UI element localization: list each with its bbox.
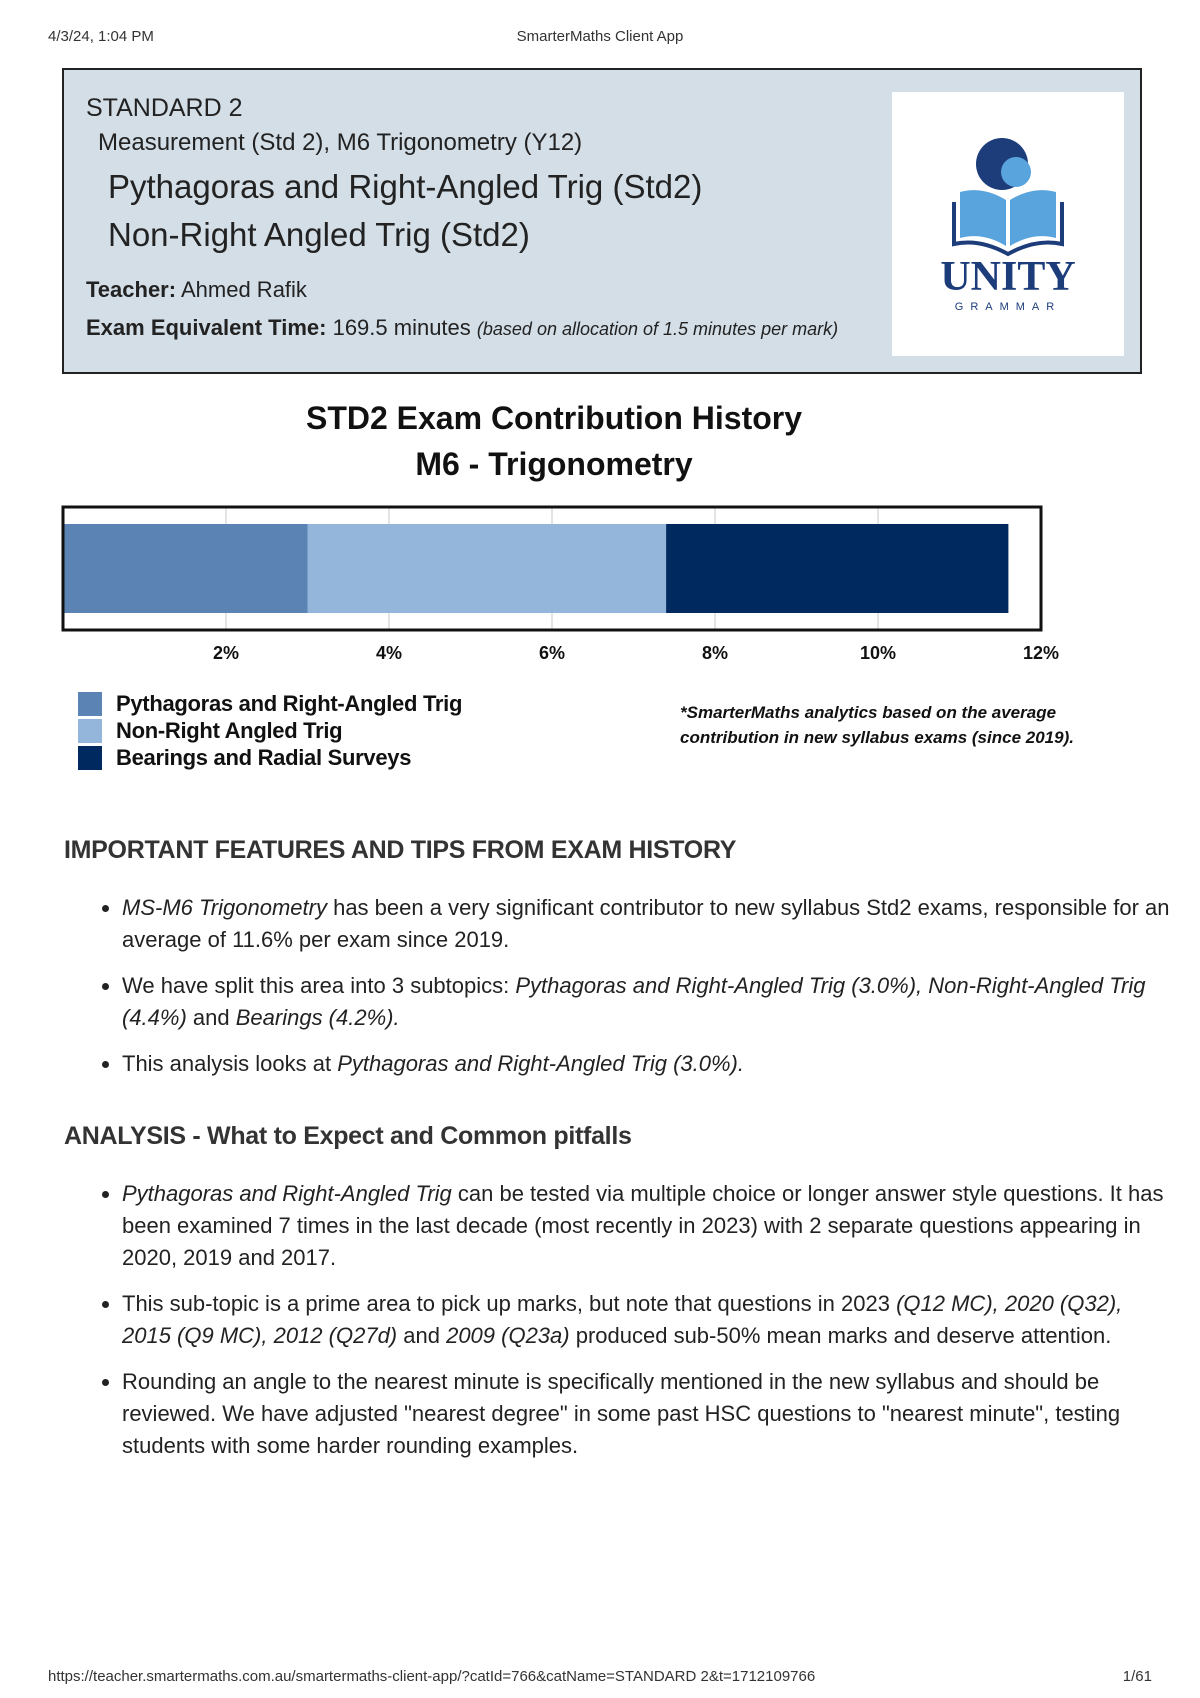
list-item-emphasis: Pythagoras and Right-Angled Trig (3.0%). bbox=[337, 1051, 744, 1076]
bar-segment bbox=[63, 524, 308, 613]
chart-subtitle: M6 - Trigonometry bbox=[415, 446, 693, 482]
teacher-name: Ahmed Rafik bbox=[180, 277, 307, 302]
chart-title: STD2 Exam Contribution History bbox=[305, 400, 803, 436]
legend-label: Non-Right Angled Trig bbox=[116, 717, 343, 743]
bar-segment bbox=[308, 524, 667, 613]
list-item-text: This analysis looks at bbox=[122, 1051, 338, 1076]
page-number: 1/61 bbox=[1122, 1668, 1152, 1685]
list-item-emphasis: MS-M6 Trigonometry bbox=[122, 895, 327, 920]
features-list bbox=[92, 892, 1172, 1094]
legend-item bbox=[78, 717, 462, 744]
list-item-emphasis: Pythagoras and Right-Angled Trig bbox=[122, 1181, 452, 1206]
x-tick-label: 12% bbox=[1022, 643, 1060, 663]
x-tick-label: 10% bbox=[859, 643, 897, 663]
list-item-text: has been a very significant contributor to new syllabus Std2 exams, responsible for an average of 11.6% per exam since 2019. bbox=[122, 895, 1170, 952]
legend-label: Pythagoras and Right-Angled Trig bbox=[116, 690, 463, 716]
list-item bbox=[122, 1366, 1172, 1462]
list-item bbox=[122, 1178, 1172, 1274]
list-item-text: We have split this area into 3 subtopics: bbox=[122, 973, 516, 998]
legend-swatch-bearings bbox=[78, 746, 102, 770]
x-tick-label: 6% bbox=[538, 643, 566, 663]
features-heading: IMPORTANT FEATURES AND TIPS FROM EXAM HISTORY bbox=[64, 836, 737, 864]
teacher-label: Teacher: bbox=[86, 277, 177, 302]
print-app-title: SmarterMaths Client App bbox=[516, 28, 684, 45]
exam-time-note: (based on allocation of 1.5 minutes per mark) bbox=[476, 319, 839, 339]
exam-time-value: 169.5 minutes bbox=[332, 315, 471, 340]
analysis-list bbox=[92, 1178, 1172, 1476]
legend-swatch-non-right bbox=[78, 719, 102, 743]
legend-item bbox=[78, 744, 462, 771]
list-item-text: can be tested via multiple choice or longer answer style questions. It has been examined 7 times in the last decade (most recently in 2023) with 2 separate questions appearing in 2020, 2019 and 2017. bbox=[122, 1181, 1164, 1270]
list-item-text: produced sub-50% mean marks and deserve attention. bbox=[569, 1323, 1112, 1348]
list-item-emphasis: (Q12 MC), 2020 (Q32), 2015 (Q9 MC), 2012 (Q27d) bbox=[122, 1291, 1123, 1348]
list-item bbox=[122, 1288, 1172, 1352]
list-item bbox=[122, 970, 1172, 1034]
legend-label: Bearings and Radial Surveys bbox=[116, 744, 412, 770]
list-item-text: Rounding an angle to the nearest minute is specifically mentioned in the new syllabus and should be reviewed. We have adjusted "nearest degree" in some past HSC questions to "nearest minute", testing students with some harder rounding examples. bbox=[122, 1369, 1121, 1458]
list-item bbox=[122, 1048, 1172, 1080]
topic-title-1: Pythagoras and Right-Angled Trig (Std2) bbox=[108, 168, 703, 205]
x-tick-label: 2% bbox=[212, 643, 240, 663]
standard-label: STANDARD 2 bbox=[86, 94, 243, 122]
list-item-text: and bbox=[397, 1323, 447, 1348]
list-item bbox=[122, 892, 1172, 956]
legend-item bbox=[78, 690, 462, 717]
print-datetime: 4/3/24, 1:04 PM bbox=[48, 28, 154, 45]
x-tick-label: 4% bbox=[375, 643, 403, 663]
chart-legend bbox=[78, 690, 462, 771]
bar-segment bbox=[666, 524, 1008, 613]
legend-swatch-pythagoras bbox=[78, 692, 102, 716]
analysis-heading: ANALYSIS - What to Expect and Common pitfalls bbox=[64, 1122, 632, 1150]
logo-word: UNITY bbox=[940, 254, 1076, 300]
logo-subword: GRAMMAR bbox=[954, 301, 1062, 313]
contribution-chart bbox=[0, 0, 1200, 690]
exam-time-label: Exam Equivalent Time: bbox=[86, 315, 327, 340]
list-item-text: and bbox=[186, 1005, 236, 1030]
list-item-emphasis: 2009 (Q23a) bbox=[446, 1323, 570, 1348]
list-item-emphasis: Pythagoras and Right-Angled Trig (3.0%), Non-Right-Angled Trig (4.4%) bbox=[122, 973, 1146, 1030]
x-tick-label: 8% bbox=[701, 643, 729, 663]
list-item-emphasis: Bearings (4.2%). bbox=[235, 1005, 400, 1030]
chart-footnote: *SmarterMaths analytics based on the average contribution in new syllabus exams (since 2019). bbox=[680, 703, 1074, 747]
measurement-label: Measurement (Std 2), M6 Trigonometry (Y12) bbox=[98, 129, 583, 156]
print-url: https://teacher.smartermaths.com.au/smartermaths-client-app/?catId=766&catName=STANDARD 2&t=1712109766 bbox=[48, 1668, 816, 1685]
list-item-text: This sub-topic is a prime area to pick up marks, but note that questions in 2023 bbox=[122, 1291, 897, 1316]
topic-title-2: Non-Right Angled Trig (Std2) bbox=[108, 216, 530, 253]
